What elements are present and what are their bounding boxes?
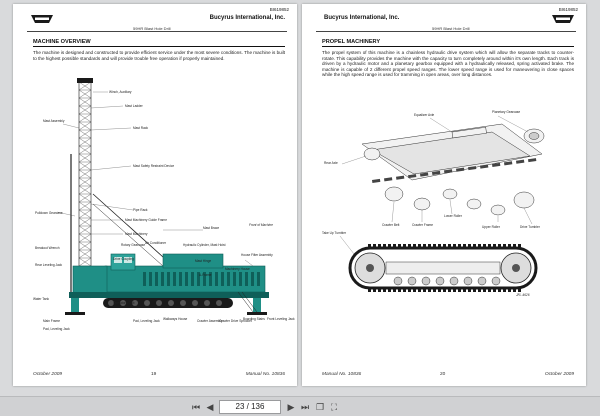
label-mast-brace: Mast Brace [203, 226, 220, 230]
label-main-frame: Main Frame [43, 319, 61, 323]
label-crawler-belt: Crawler Belt [382, 223, 400, 227]
footer-date: October 2009 [33, 372, 63, 377]
label-mast-ladder: Mast Ladder [125, 104, 143, 108]
label-machinery-house: Machinery House [225, 267, 250, 271]
label-water-tank: Water Tank [33, 297, 49, 301]
label-crawler-frame: Crawler Frame [412, 223, 434, 227]
footer-manual: Manual No. 10836 [322, 372, 362, 377]
footer-page-number: 19 [151, 372, 157, 377]
figure-id: JFL-4626 [516, 293, 530, 297]
page-number-input[interactable]: 23 / 136 [219, 400, 281, 414]
label-walkways: Walkways House [163, 317, 188, 321]
label-front-jack: Front Leveling Jack [267, 317, 295, 321]
label-pad-front: Pad, Leveling Jack [133, 319, 160, 323]
next-page-icon[interactable]: ▶ [287, 402, 295, 412]
zoom-icon[interactable]: ❐ [315, 402, 325, 412]
footer-page-number: 20 [440, 372, 446, 377]
page-left [13, 4, 297, 386]
label-breakout: Breakout Wrench [35, 246, 60, 250]
label-front-of: Front of Machine [249, 223, 273, 227]
model-subheader: 59HR Blast Hole Drill [432, 26, 470, 31]
overview-paragraph: The machine is designed and constructed to provide efficient service under the most severe conditions. The machine is built to the highest possible standards and will provide trouble free operation if properly maintained. [33, 50, 285, 61]
label-operators-cab: Operator's Cab [113, 301, 135, 305]
label-crawler-drive: Crawler Drive Sprocket [219, 319, 252, 323]
model-subheader: 59HR Blast Hole Drill [133, 26, 171, 31]
label-equalizer: Equalizer Axle [414, 113, 435, 117]
label-mast-hinge: Mast Hinge [195, 259, 212, 263]
label-house-filter: House Filter Assembly [241, 253, 273, 257]
label-rotary: Rotary Gearcase [121, 243, 146, 247]
label-take-up: Take Up Tumbler [322, 231, 347, 235]
company-name: Bucyrus International, Inc. [324, 15, 400, 21]
label-rear-axle: Rear Axle [324, 161, 338, 165]
label-hyd-cyl: Hydraulic Cylinder, Mast Hoist [183, 243, 226, 247]
label-planetary: Planetary Gearcase [492, 110, 521, 114]
page-right [302, 4, 586, 386]
label-mast-safety: Mast Safety Restraint Device [133, 164, 175, 168]
label-pulldown: Pulldown Gearcase [35, 211, 63, 215]
section-title: MACHINE OVERVIEW [33, 39, 91, 45]
last-page-icon[interactable]: ⏭ [300, 402, 310, 412]
label-upper-roller: Upper Roller [482, 225, 500, 229]
label-crawler: Crawler Assembly [197, 319, 223, 323]
section-title: PROPEL MACHINERY [322, 39, 381, 45]
label-rear-jack: Rear Leveling Jack [35, 263, 63, 267]
label-drive-coupling: Drive Coupling [113, 257, 134, 261]
label-mast-assembly: Mast Assembly [43, 119, 65, 123]
viewer-toolbar [0, 396, 600, 416]
footer-manual: Manual No. 10836 [245, 372, 285, 377]
footer-date: October 2009 [544, 372, 574, 377]
fullscreen-icon[interactable]: ⛶ [330, 402, 338, 412]
doc-code: BI619852 [269, 7, 289, 12]
label-mast-machinery: Mast Machinery [125, 232, 148, 236]
doc-code: BI619852 [558, 7, 578, 12]
propel-machinery-diagram [302, 4, 586, 386]
label-air-cond: Air Conditioner [145, 241, 167, 245]
prev-page-icon[interactable]: ◀ [206, 402, 214, 412]
label-boarding: Boarding Stairs [243, 317, 265, 321]
propel-paragraph: The propel system of this machine is a chainless hydraulic drive system which will allow the separate tracks to counter-rotate. This capability provides the machine with the capacity to turn completely around within it's own length. Each track is driven by a hydraulic motor and a planetary gearbox equipped with a hydraulically released, spring activated brake. The machine is capable of 2 different propel speed ranges. The lower speed range is used for maneuvering in close spaces while the high speed range is used for tramming in open areas, over long distances. [322, 50, 574, 78]
label-a-frame: A-Frame [199, 273, 212, 277]
label-mast-rack: Mast Rack [133, 126, 149, 130]
label-drive-tumbler: Drive Tumbler [520, 225, 540, 229]
label-winch-auxiliary: Winch, Auxiliary [109, 90, 132, 94]
label-pipe-rack: Pipe Rack [133, 208, 148, 212]
label-mast-guide: Mast Machinery Guide Frame [125, 218, 167, 222]
label-lower-roller: Lower Roller [444, 214, 462, 218]
first-page-icon[interactable]: ⏮ [191, 402, 201, 412]
machine-overview-diagram [13, 4, 297, 386]
label-pad-rear: Pad, Leveling Jack [43, 327, 70, 331]
company-name: Bucyrus International, Inc. [209, 15, 285, 21]
